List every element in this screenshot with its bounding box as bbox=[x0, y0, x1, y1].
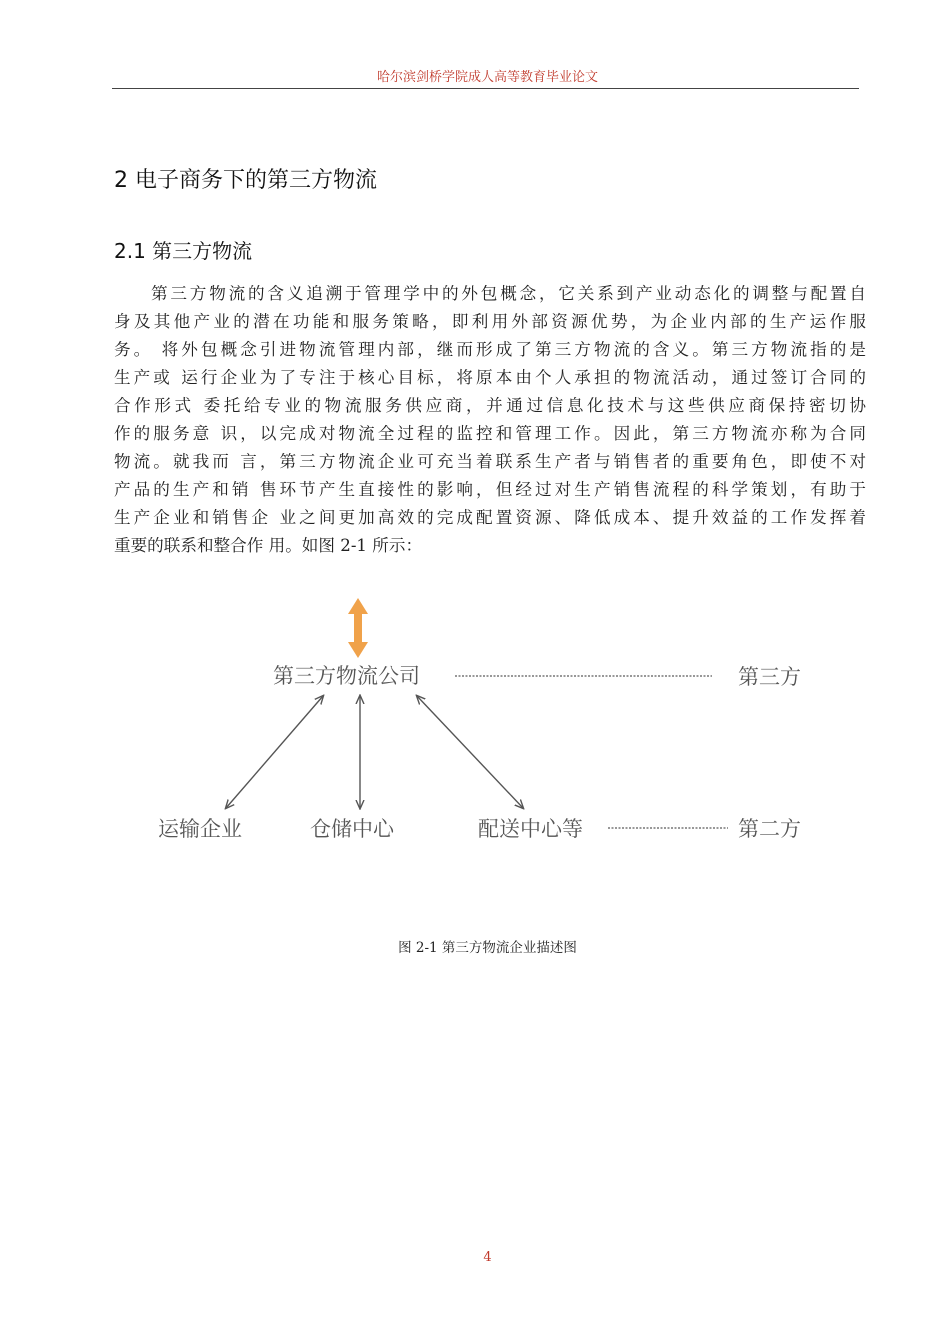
paragraph-line: 第三方物流的含义追溯于管理学中的外包概念，它关系到产业动态化的调整与配置自 bbox=[151, 284, 866, 303]
figure-caption: 图 2-1 第三方物流企业描述图 bbox=[398, 940, 577, 956]
paragraph-line: 物流。就我而 言，第三方物流企业可充当着联系生产者与销售者的重要角色，即使不对 bbox=[114, 452, 866, 471]
paragraph-line: 合作形式 委托给专业的物流服务供应商，并通过信息化技术与这些供应商保持密切协 bbox=[114, 396, 866, 415]
running-header: 哈尔滨剑桥学院成人高等教育毕业论文 bbox=[376, 70, 598, 85]
diagram-canvas bbox=[130, 590, 830, 870]
node-logistics-company: 第三方物流公司 bbox=[273, 664, 420, 688]
paragraph-line: 产品的生产和销 售环节产生直接性的影响，但经过对生产销售流程的科学策划，有助于 bbox=[114, 480, 866, 499]
chapter-heading: 2 电子商务下的第三方物流 bbox=[114, 168, 377, 193]
body-paragraph bbox=[114, 280, 866, 560]
page-number: 4 bbox=[483, 1250, 492, 1265]
paragraph-line: 生产或 运行企业为了专注于核心目标，将原本由个人承担的物流活动，通过签订合同的 bbox=[114, 368, 866, 387]
paragraph-line: 身及其他产业的潜在功能和服务策略，即利用外部资源优势，为企业内部的生产运作服 bbox=[114, 312, 866, 331]
node-warehouse-center: 仓储中心 bbox=[310, 817, 394, 841]
paragraph-line: 务。 将外包概念引进物流管理内部，继而形成了第三方物流的含义。第三方物流指的是 bbox=[114, 340, 866, 359]
node-second-party: 第二方 bbox=[738, 817, 801, 841]
header-rule bbox=[112, 88, 859, 89]
logistics-diagram bbox=[130, 590, 830, 870]
section-heading: 2.1 第三方物流 bbox=[114, 239, 253, 263]
arrow-company-distribution bbox=[417, 696, 523, 808]
orange-double-arrow bbox=[348, 598, 368, 658]
node-transport-enterprise: 运输企业 bbox=[158, 817, 242, 841]
paragraph-line: 作的服务意 识，以完成对物流全过程的监控和管理工作。因此，第三方物流亦称为合同 bbox=[114, 424, 866, 443]
paragraph-line: 生产企业和销售企 业之间更加高效的完成配置资源、降低成本、提升效益的工作发挥着 bbox=[114, 508, 866, 527]
node-third-party: 第三方 bbox=[738, 665, 801, 689]
arrow-company-transport bbox=[226, 696, 323, 808]
node-distribution-center: 配送中心等 bbox=[478, 817, 583, 841]
paragraph-line: 重要的联系和整合作 用。如图 2-1 所示： bbox=[114, 536, 423, 555]
